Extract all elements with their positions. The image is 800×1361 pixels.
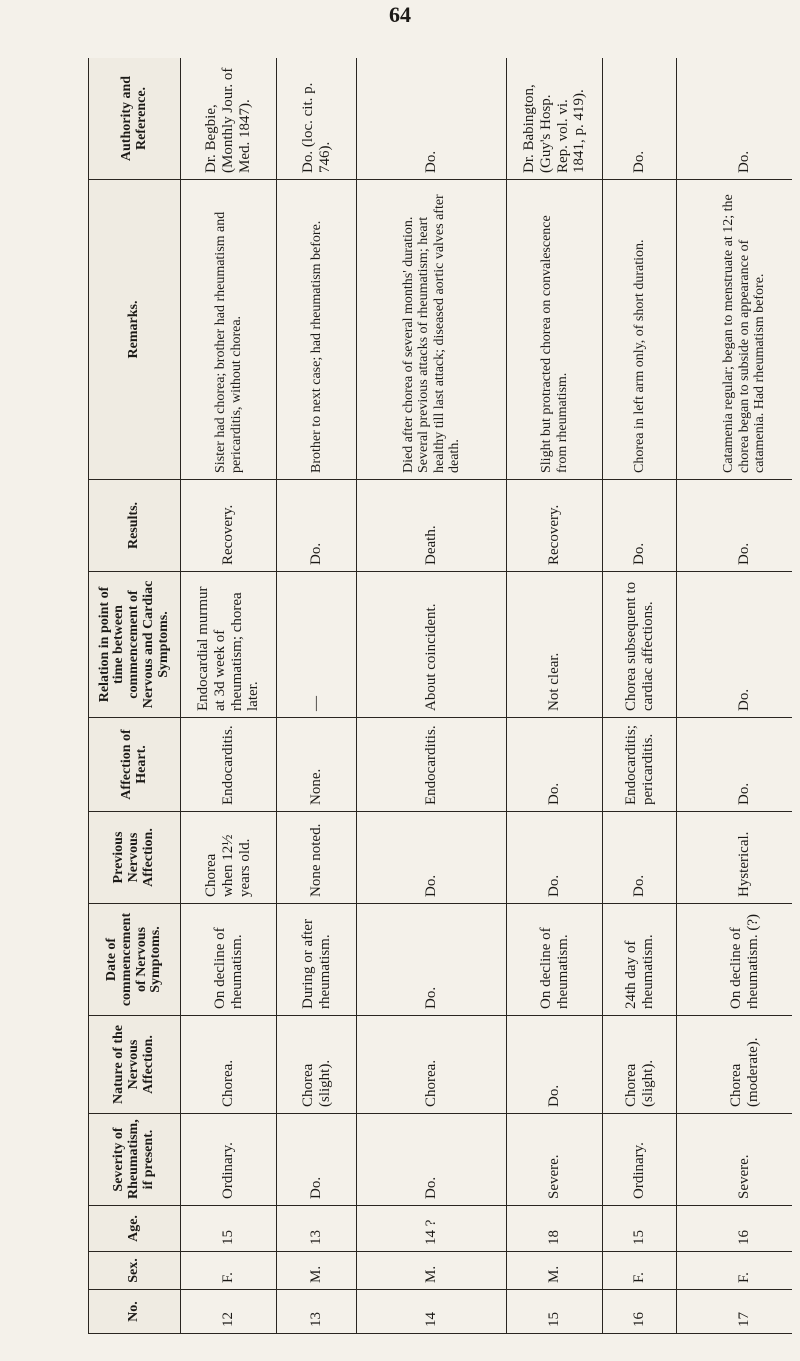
cell-age: 14 ? [357, 1206, 507, 1252]
header-nature: Nature of the Nervous Affection. [89, 1016, 181, 1114]
cell-date: Do. [357, 904, 507, 1016]
cell-previous: Do. [357, 812, 507, 904]
table-row [357, 58, 507, 1334]
header-age: Age. [89, 1206, 181, 1252]
cell-date: On decline of rheumatism. [507, 904, 603, 1016]
cell-date: On decline of rheumatism. (?) [677, 904, 793, 1016]
cell-sex: M. [277, 1252, 357, 1290]
cell-nature: Chorea (slight). [277, 1016, 357, 1114]
page-number: 64 [389, 2, 411, 27]
cell-authority: Do. (loc. cit. p. 746). [277, 58, 357, 180]
cell-remarks: Chorea in left arm only, of short duration. [603, 180, 677, 480]
cell-heart: Do. [507, 718, 603, 812]
cell-relation: Do. [677, 572, 793, 718]
cell-previous: Do. [603, 812, 677, 904]
cell-sex: F. [677, 1252, 793, 1290]
cell-severity: Ordinary. [181, 1114, 277, 1206]
cell-date: 24th day of rheumatism. [603, 904, 677, 1016]
cell-severity: Ordinary. [603, 1114, 677, 1206]
cell-no: 12 [181, 1290, 277, 1334]
header-row [89, 58, 181, 1334]
header-severity: Severity of Rheumatism, if present. [89, 1114, 181, 1206]
table-row [677, 58, 793, 1334]
cell-results: Death. [357, 480, 507, 572]
cell-date: During or after rheumatism. [277, 904, 357, 1016]
table-row [181, 58, 277, 1334]
cell-authority: Do. [357, 58, 507, 180]
cell-heart: Endocarditis; pericarditis. [603, 718, 677, 812]
cell-authority: Do. [603, 58, 677, 180]
table-row [507, 58, 603, 1334]
cell-remarks: Slight but protracted chorea on convalescence from rheumatism. [507, 180, 603, 480]
cell-previous: Hysterical. [677, 812, 793, 904]
header-remarks: Remarks. [89, 180, 181, 480]
cell-heart: Endocarditis. [181, 718, 277, 812]
cell-nature: Do. [507, 1016, 603, 1114]
cell-relation: Not clear. [507, 572, 603, 718]
cell-nature: Chorea (slight). [603, 1016, 677, 1114]
cell-results: Do. [277, 480, 357, 572]
cell-age: 16 [677, 1206, 793, 1252]
table-row [603, 58, 677, 1334]
cell-age: 15 [181, 1206, 277, 1252]
cell-heart: Endocarditis. [357, 718, 507, 812]
header-sex: Sex. [89, 1252, 181, 1290]
rotated-table-wrapper [88, 58, 792, 1334]
cell-severity: Severe. [677, 1114, 793, 1206]
cell-authority: Do. [677, 58, 793, 180]
cell-relation: Endocardial murmur at 3d week of rheumatism; chorea later. [181, 572, 277, 718]
cell-remarks: Brother to next case; had rheumatism before. [277, 180, 357, 480]
header-date: Date of commencement of Nervous Symptoms. [89, 904, 181, 1016]
cell-previous: None noted. [277, 812, 357, 904]
cell-no: 14 [357, 1290, 507, 1334]
cell-results: Do. [677, 480, 793, 572]
cell-no: 17 [677, 1290, 793, 1334]
cell-authority: Dr. Babington, (Guy's Hosp. Rep. vol. vi. 1841, p. 419). [507, 58, 603, 180]
cell-age: 15 [603, 1206, 677, 1252]
cell-relation: Chorea subsequent to cardiac affections. [603, 572, 677, 718]
header-previous: Previous Nervous Affection. [89, 812, 181, 904]
case-table [88, 58, 792, 1334]
cell-remarks: Sister had chorea; brother had rheumatism and pericarditis, without chorea. [181, 180, 277, 480]
cell-nature: Chorea (moderate). [677, 1016, 793, 1114]
cell-previous: Do. [507, 812, 603, 904]
cell-no: 16 [603, 1290, 677, 1334]
cell-no: 13 [277, 1290, 357, 1334]
table-frame [88, 58, 792, 1334]
cell-relation: — [277, 572, 357, 718]
header-authority: Authority and Reference. [89, 58, 181, 180]
cell-results: Do. [603, 480, 677, 572]
cell-severity: Do. [357, 1114, 507, 1206]
cell-severity: Severe. [507, 1114, 603, 1206]
cell-remarks: Died after chorea of several months' duration. Several previous attacks of rheumatism; heart healthy till last attack; diseased aortic valves after death. [357, 180, 507, 480]
table-row [277, 58, 357, 1334]
header-heart: Affection of Heart. [89, 718, 181, 812]
cell-authority: Dr. Begbie, (Monthly Jour. of Med. 1847). [181, 58, 277, 180]
cell-severity: Do. [277, 1114, 357, 1206]
cell-age: 13 [277, 1206, 357, 1252]
cell-date: On decline of rheumatism. [181, 904, 277, 1016]
cell-sex: M. [507, 1252, 603, 1290]
cell-sex: F. [603, 1252, 677, 1290]
cell-no: 15 [507, 1290, 603, 1334]
cell-heart: Do. [677, 718, 793, 812]
header-results: Results. [89, 480, 181, 572]
header-relation: Relation in point of time between commencement of Nervous and Cardiac Symptoms. [89, 572, 181, 718]
cell-results: Recovery. [507, 480, 603, 572]
cell-nature: Chorea. [357, 1016, 507, 1114]
cell-remarks: Catamenia regular; began to menstruate at 12; the chorea began to subside on appearance of catamenia. Had rheumatism before. [677, 180, 793, 480]
cell-previous: Chorea when 12½ years old. [181, 812, 277, 904]
cell-sex: F. [181, 1252, 277, 1290]
cell-heart: None. [277, 718, 357, 812]
header-no: No. [89, 1290, 181, 1334]
cell-relation: About coincident. [357, 572, 507, 718]
cell-sex: M. [357, 1252, 507, 1290]
cell-results: Recovery. [181, 480, 277, 572]
cell-nature: Chorea. [181, 1016, 277, 1114]
cell-age: 18 [507, 1206, 603, 1252]
